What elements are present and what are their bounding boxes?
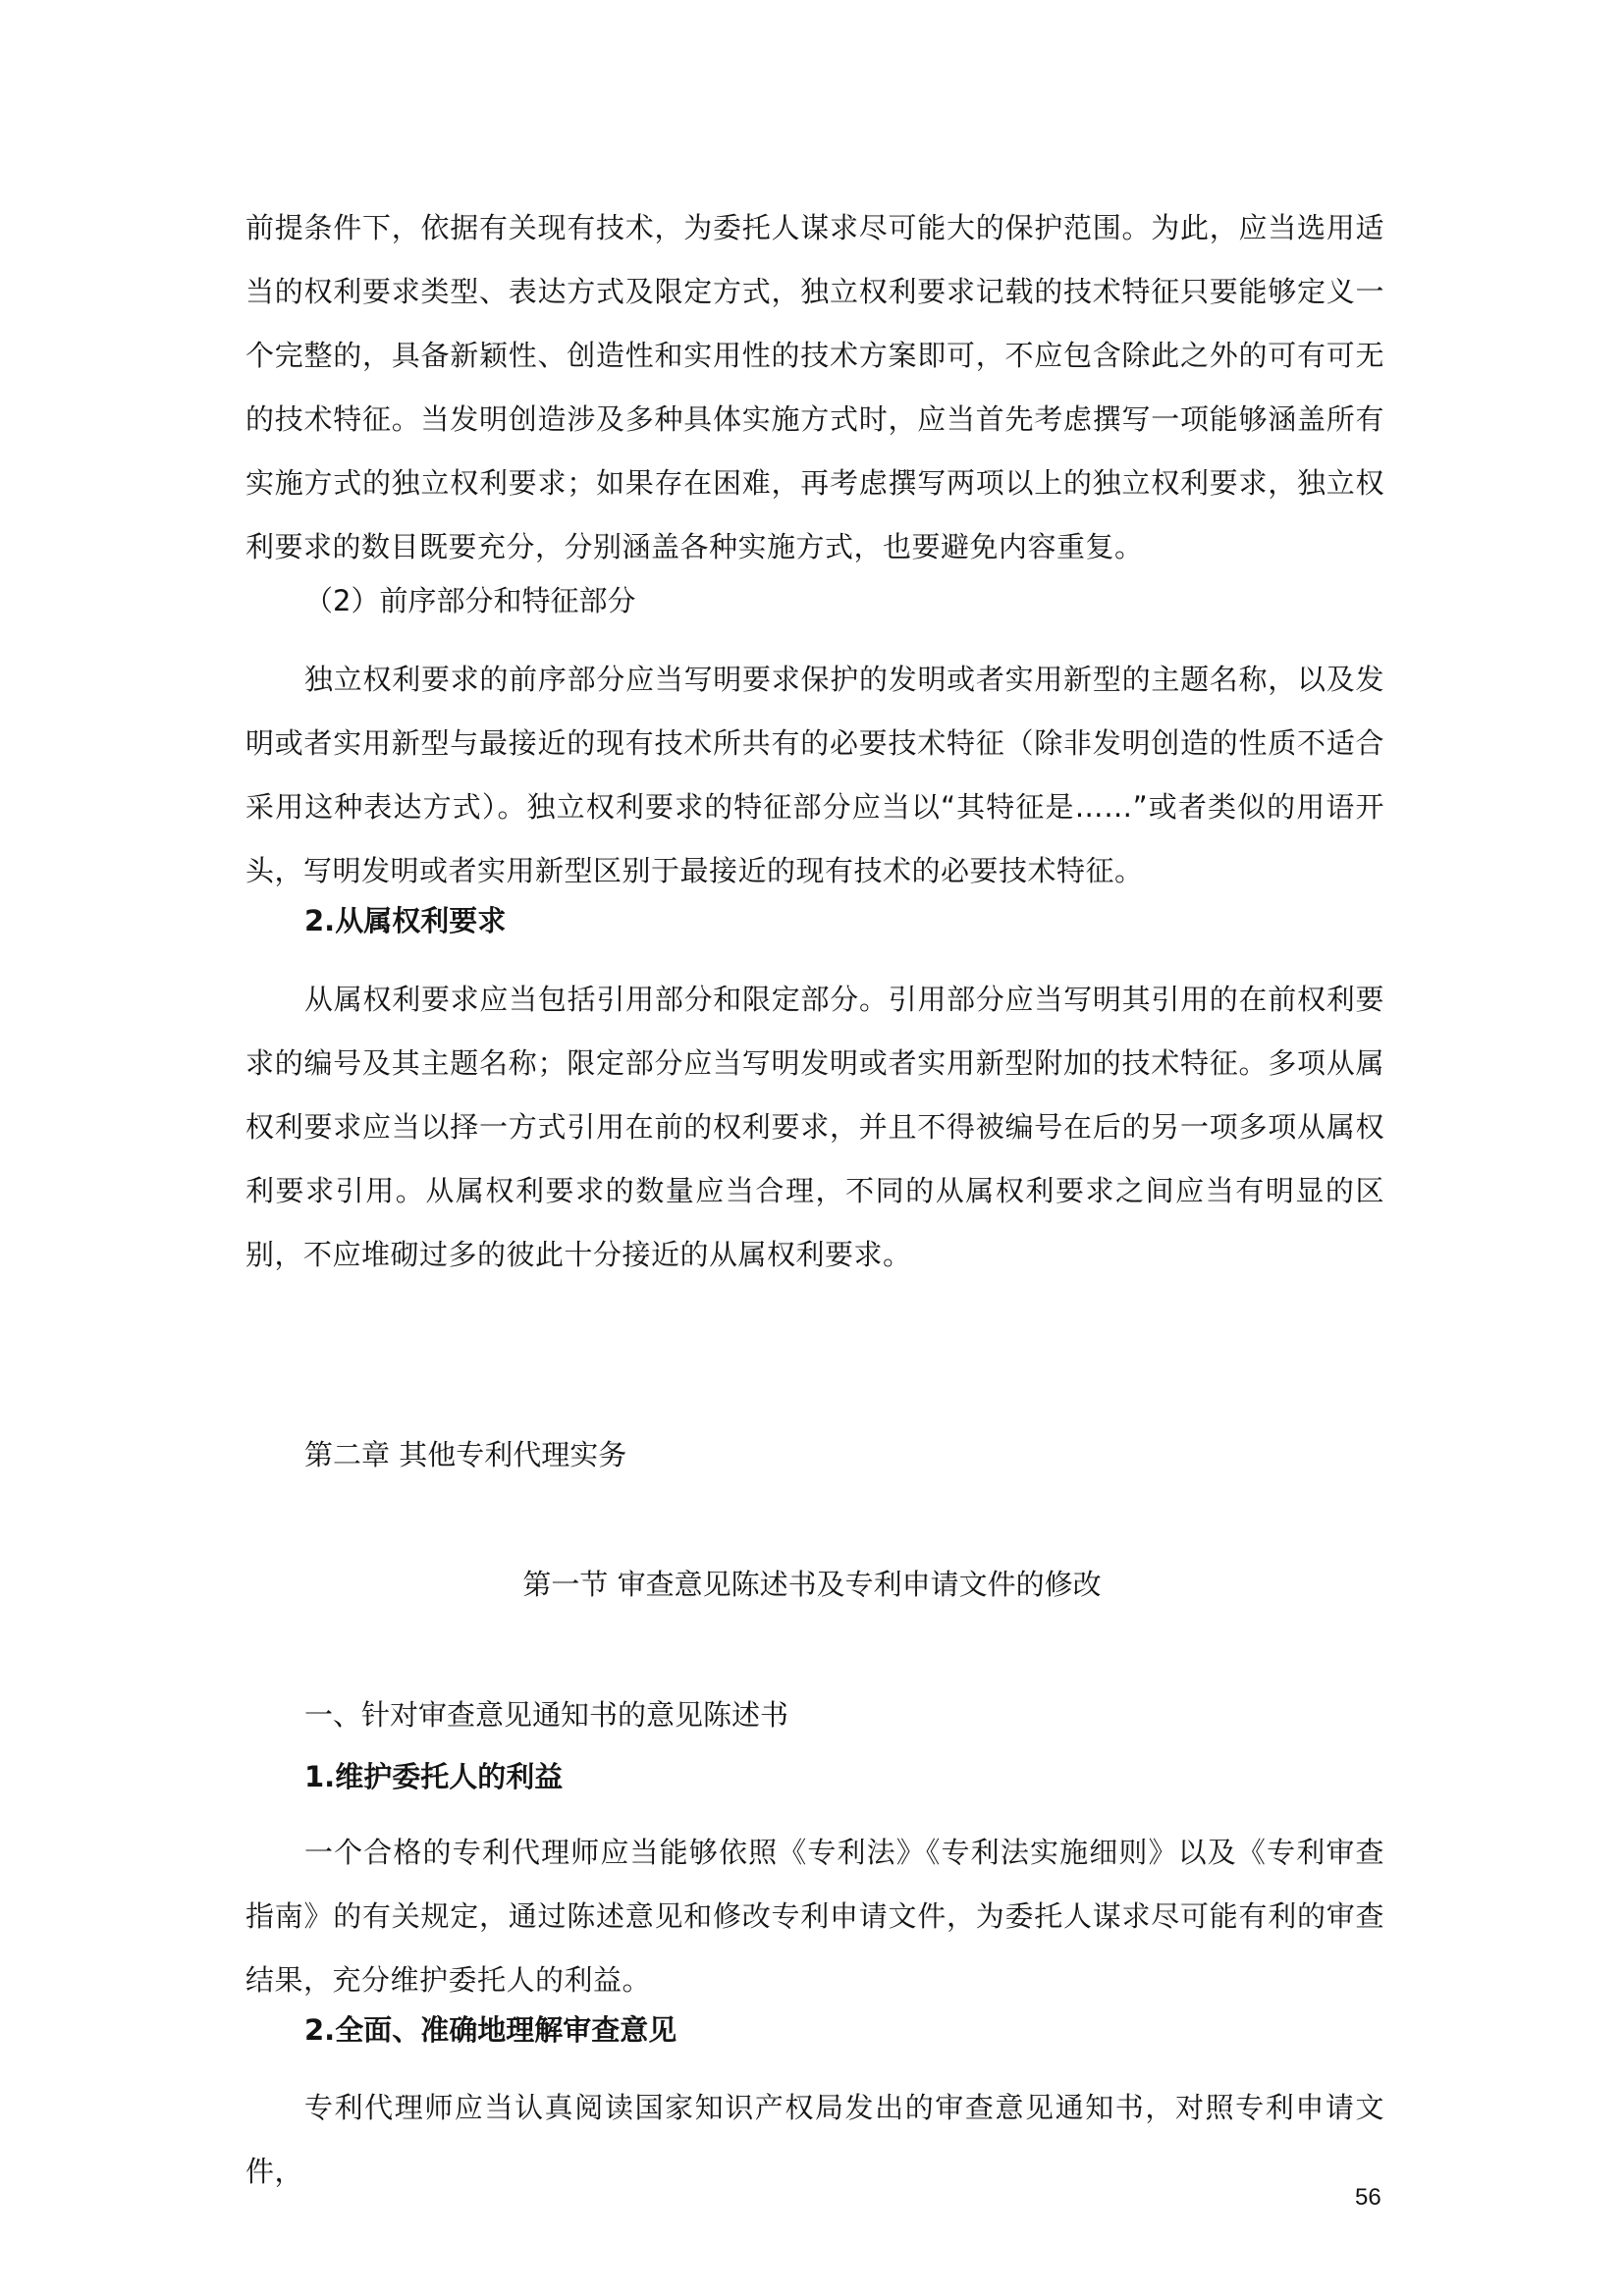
paragraph-independent-claim-parts: 独立权利要求的前序部分应当写明要求保护的发明或者实用新型的主题名称，以及发明或者实用新型与最接近的现有技术所共有的必要技术特征（除非发明创造的性质不适合采用这种表达方式）。独立权利要求的特征部分应当以“其特征是……”或者类似的用语开头，写明发明或者实用新型区别于最接近的现有技术的必要技术特征。 [245,663,1384,887]
paragraph-read-notice: 专利代理师应当认真阅读国家知识产权局发出的审查意见通知书，对照专利申请文件， [245,2091,1384,2188]
subsection-title: 一、针对审查意见通知书的意见陈述书 [304,1698,789,1732]
section-title: 第一节 审查意见陈述书及专利申请文件的修改 [522,1568,1102,1601]
chapter-title: 第二章 其他专利代理实务 [304,1438,627,1471]
paragraph-scope-of-protection: 前提条件下，依据有关现有技术，为委托人谋求尽可能大的保护范围。为此，应当选用适当的权利要求类型、表达方式及限定方式，独立权利要求记载的技术特征只要能够定义一个完整的，具备新颖性、创造性和实用性的技术方案即可，不应包含除此之外的可有可无的技术特征。当发明创造涉及多种具体实施方式时，应当首先考虑撰写一项能够涵盖所有实施方式的独立权利要求；如果存在困难，再考虑撰写两项以上的独立权利要求，独立权利要求的数目既要充分，分别涵盖各种实施方式，也要避免内容重复。 [245,211,1384,563]
paragraph-dependent-claims: 从属权利要求应当包括引用部分和限定部分。引用部分应当写明其引用的在前权利要求的编号及其主题名称；限定部分应当写明发明或者实用新型附加的技术特征。多项从属权利要求应当以择一方式引用在前的权利要求，并且不得被编号在后的另一项多项从属权利要求引用。从属权利要求的数量应当合理，不同的从属权利要求之间应当有明显的区别，不应堆砌过多的彼此十分接近的从属权利要求。 [245,983,1384,1271]
heading-dependent-claims: 2.从属权利要求 [304,904,507,937]
paragraph-client-interest: 一个合格的专利代理师应当能够依照《专利法》《专利法实施细则》以及《专利审查指南》的有关规定，通过陈述意见和修改专利申请文件，为委托人谋求尽可能有利的审查结果，充分维护委托人的利益。 [245,1836,1384,1997]
heading-understand-opinion: 2.全面、准确地理解审查意见 [304,2013,677,2047]
heading-preamble-and-characterizing: （2）前序部分和特征部分 [304,584,636,617]
page-number: 56 [1355,2184,1381,2211]
heading-client-interest: 1.维护委托人的利益 [304,1760,564,1793]
